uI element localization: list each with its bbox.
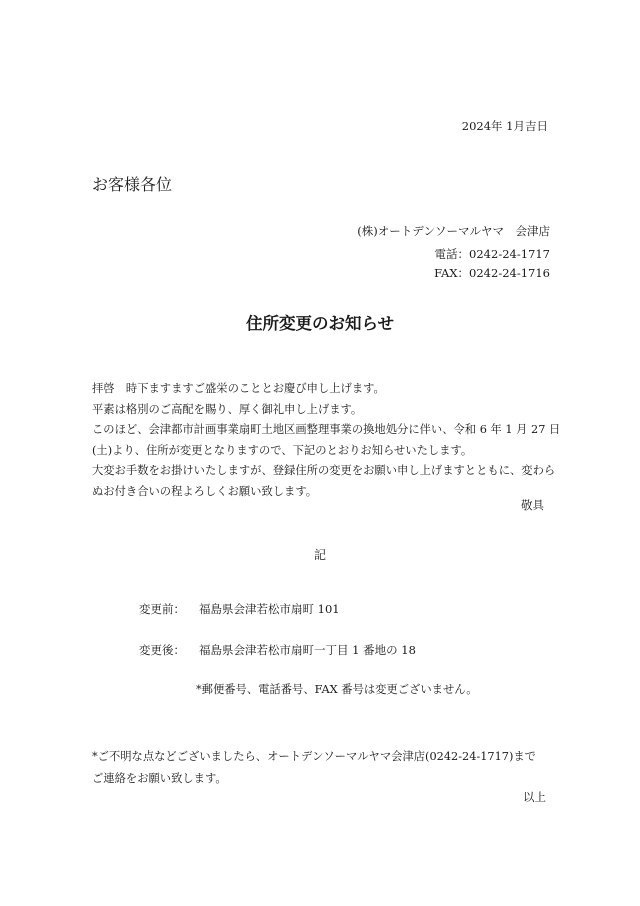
- address-before-value: 福島県会津若松市扇町 101: [199, 602, 340, 616]
- ki-heading: 記: [313, 548, 326, 562]
- address-before-label: 変更前：: [139, 602, 185, 616]
- unchanged-note: *郵便番号、電話番号、FAX 番号は変更ございません。: [196, 683, 478, 696]
- body-line: 拝啓 時下ますますご盛栄のこととお慶び申し上げます。: [92, 382, 385, 395]
- sender-company: (株)オートデンソーマルヤマ 会津店: [357, 224, 550, 238]
- address-after-value: 福島県会津若松市扇町一丁目 1 番地の 18: [199, 643, 416, 657]
- sender-phone: 電話：0242-24-1717: [434, 247, 550, 261]
- footer-line: *ご不明な点などございましたら、オートデンソーマルヤマ会津店(0242-24-1717)まで: [92, 750, 536, 763]
- closing-keigu: 敬具: [521, 498, 544, 512]
- address-after-label: 変更後：: [139, 643, 185, 657]
- document-title: 住所変更のお知らせ: [245, 314, 394, 333]
- document-date: 2024年 1月吉日: [461, 119, 548, 133]
- recipient: お客様各位: [92, 175, 173, 194]
- body-line: ぬお付き合いの程よろしくお願い致します。: [92, 484, 318, 498]
- footer-line: ご連絡をお願い致します。: [92, 772, 227, 785]
- footer-note: [92, 746, 536, 790]
- address-after: [139, 642, 416, 658]
- body-line: このほど、会津都市計画事業扇町土地区画整理事業の換地処分に伴い、令和 6 年 1 月 27 日: [92, 423, 561, 437]
- body-line: 大変お手数をお掛けいたしますが、登録住所の変更をお願い申し上げますとともに、変わら: [92, 464, 556, 478]
- body-line: (土)より、住所が変更となりますので、下記のとおりお知らせいたします。: [92, 443, 473, 457]
- sender-fax: FAX：0242-24-1716: [434, 266, 550, 280]
- address-before: [139, 601, 340, 617]
- body-paragraph: [92, 379, 561, 503]
- body-line: 平素は格別のご高配を賜り、厚く御礼申し上げます。: [92, 402, 363, 416]
- closing-ijou: 以上: [523, 790, 546, 804]
